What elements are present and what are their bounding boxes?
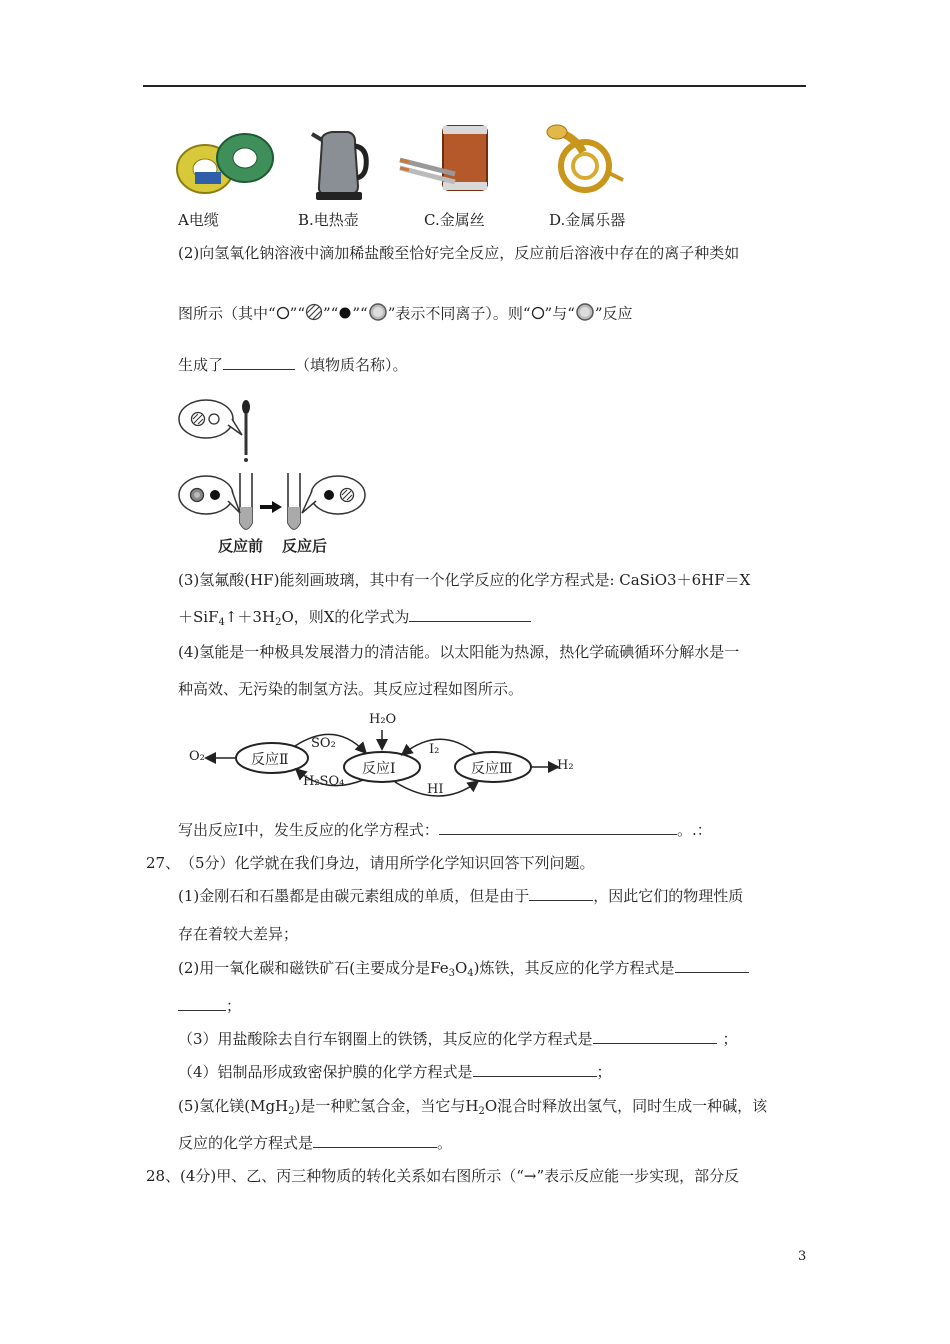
q26-3-line2-c: O，则X的化学式为 xyxy=(281,608,410,626)
q28-text: (4分)甲、乙、丙三种物质的转化关系如右图所示（“→”表示反应能一步实现，部分反 xyxy=(180,1167,740,1185)
q27-p3-b: ； xyxy=(722,1030,738,1048)
cycle-h2-label: H₂ xyxy=(557,758,574,773)
hatched-circle-ion-icon xyxy=(305,303,323,326)
cycle-i2-label: I₂ xyxy=(429,742,440,757)
ion-reaction-diagram xyxy=(176,395,368,557)
q27-number: 27、 xyxy=(146,854,181,872)
q26-3-line1: (3)氢氟酸(HF)能刻画玻璃，其中有一个化学反应的化学方程式是: CaSiO3＋6HF＝X xyxy=(178,571,751,589)
cycle-reaction2-label: 反应Ⅱ xyxy=(251,752,289,768)
q26-2-line2 xyxy=(178,302,633,327)
q26-3-sub-4: 4 xyxy=(218,617,225,628)
q26-3-line2-b: ↑＋3H xyxy=(224,608,276,626)
q27-p4 xyxy=(178,1062,612,1082)
q26-2-line2-e: ”表示不同离子）。则“ xyxy=(387,304,531,323)
cycle-hi-label: HI xyxy=(427,782,444,797)
cycle-so2-label: SO₂ xyxy=(311,736,336,751)
answer-blank-q27-5[interactable] xyxy=(313,1133,437,1148)
q27-p3 xyxy=(178,1029,738,1049)
before-label: 反应前 xyxy=(218,537,264,555)
q26-2-line2-d: ”“ xyxy=(352,304,368,323)
q27-p2-d: ； xyxy=(226,997,242,1015)
q27-p5-d: 反应的化学方程式是 xyxy=(178,1134,314,1152)
dotted-circle-ion-icon xyxy=(368,302,388,327)
q26-4-ask-a: 写出反应Ⅰ中，发生反应的化学方程式： xyxy=(178,821,439,839)
solid-circle-ion-icon xyxy=(338,305,352,325)
french-horn-icon xyxy=(545,122,630,200)
page-number: 3 xyxy=(798,1249,807,1264)
q27-p1-c: 存在着较大差异； xyxy=(178,925,299,943)
answer-blank-q27-4[interactable] xyxy=(473,1062,597,1077)
q27-p2-a: (2)用一氧化碳和磁铁矿石(主要成分是Fe xyxy=(178,959,449,977)
q27-p5-cont xyxy=(178,1133,452,1153)
answer-blank-x-formula[interactable] xyxy=(409,607,531,622)
q27-p5 xyxy=(178,1096,767,1122)
q27-p5-a: (5)氢化镁(MgH xyxy=(178,1097,289,1115)
q27-p5-c: O混合时释放出氢气，同时生成一种碱，该 xyxy=(484,1097,768,1115)
cycle-h2so4-label: H₂SO₄ xyxy=(303,774,345,789)
q26-2-line2-f: ”与“ xyxy=(544,304,575,323)
open-circle-ion-icon-2 xyxy=(531,305,545,325)
dotted-circle-ion-icon-2 xyxy=(575,302,595,327)
cycle-reaction1-label: 反应Ⅰ xyxy=(362,761,396,777)
open-circle-ion-icon xyxy=(276,305,290,325)
q26-3-line2 xyxy=(178,607,531,633)
q26-2-line2-a: 图所示（其中“ xyxy=(178,304,276,323)
q26-2-line2-c: ”“ xyxy=(323,304,339,323)
q27-p1-a: (1)金刚石和石墨都是由碳元素组成的单质，但是由于 xyxy=(178,887,530,905)
option-label-c: C.金属丝 xyxy=(424,211,485,229)
option-label-b: B.电热壶 xyxy=(298,211,359,229)
q26-2-line2-b: ”“ xyxy=(289,304,306,323)
answer-blank-substance[interactable] xyxy=(223,355,295,370)
electric-kettle-icon xyxy=(310,124,370,202)
q26-2-line3-a: 生成了 xyxy=(178,356,224,374)
q27-p4-a: （4）铝制品形成致密保护膜的化学方程式是 xyxy=(178,1063,473,1081)
answer-blank-reaction1[interactable] xyxy=(439,820,677,835)
q27-p1 xyxy=(178,886,743,906)
q26-2-line1: (2)向氢氧化钠溶液中滴加稀盐酸至恰好完全反应，反应前后溶液中存在的离子种类如 xyxy=(178,244,740,262)
q26-2-line3-b: （填物质名称）。 xyxy=(295,356,408,374)
answer-blank-q27-1[interactable] xyxy=(529,886,593,901)
q27-p2-sub-3: 3 xyxy=(448,968,455,979)
option-label-d: D.金属乐器 xyxy=(549,211,626,229)
q27-p2-sub-4: 4 xyxy=(467,968,474,979)
q26-3-sub-2: 2 xyxy=(275,617,282,628)
q27-p5-sub-2a: 2 xyxy=(288,1106,295,1117)
sulfur-iodine-cycle-diagram xyxy=(185,710,580,805)
q27-stem: （5分）化学就在我们身边，请用所学化学知识回答下列问题。 xyxy=(180,854,595,872)
answer-blank-q27-3[interactable] xyxy=(593,1029,717,1044)
q26-4-line2: 种高效、无污染的制氢方法。其反应过程如图所示。 xyxy=(178,680,524,698)
header-rule xyxy=(143,85,806,87)
answer-blank-q27-2b[interactable] xyxy=(178,996,226,1011)
after-label: 反应后 xyxy=(282,537,328,555)
q27-p2-b: O xyxy=(454,959,468,977)
metal-wire-icon xyxy=(395,122,495,200)
cycle-o2-label: O₂ xyxy=(189,749,205,764)
q26-2-line3 xyxy=(178,355,408,375)
q28-number: 28、 xyxy=(146,1167,181,1185)
q26-3-line2-a: ＋SiF xyxy=(178,608,219,626)
q27-p4-b: ； xyxy=(596,1063,612,1081)
q27-p5-e: 。 xyxy=(437,1134,453,1152)
q26-2-line2-g: ”反应 xyxy=(594,304,633,323)
q27-p5-b: )是一种贮氢合金，当它与H xyxy=(294,1097,479,1115)
cable-coil-icon xyxy=(175,124,280,199)
q26-4-ask-b: 。.： xyxy=(676,821,712,839)
q27-p2 xyxy=(178,958,749,984)
q26-4-ask xyxy=(178,820,712,840)
cycle-h2o-label: H₂O xyxy=(369,712,397,727)
q27-p2-c: )炼铁，其反应的化学方程式是 xyxy=(473,959,675,977)
q26-4-line1: (4)氢能是一种极具发展潜力的清洁能。以太阳能为热源，热化学硫碘循环分解水是一 xyxy=(178,643,740,661)
q27-p3-a: （3）用盐酸除去自行车钢圈上的铁锈，其反应的化学方程式是 xyxy=(178,1030,593,1048)
answer-blank-q27-2a[interactable] xyxy=(675,958,749,973)
option-label-a: A电缆 xyxy=(178,211,219,229)
product-images-row xyxy=(175,122,635,202)
cycle-reaction3-label: 反应Ⅲ xyxy=(471,761,513,777)
q27-p1-b: ，因此它们的物理性质 xyxy=(593,887,744,905)
q27-p5-sub-2b: 2 xyxy=(478,1106,485,1117)
q27-p2-cont xyxy=(178,996,241,1016)
